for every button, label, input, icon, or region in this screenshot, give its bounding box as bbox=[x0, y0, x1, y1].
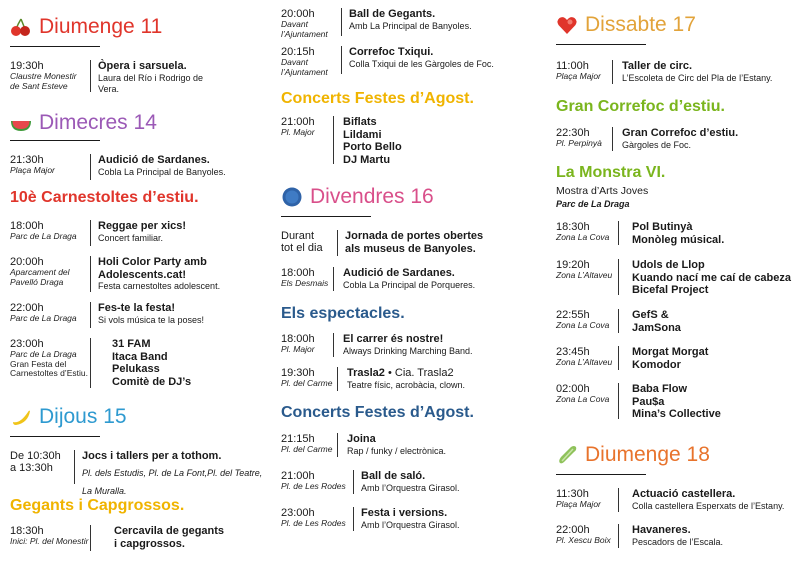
divider bbox=[90, 256, 91, 292]
event-title: Joina bbox=[347, 433, 376, 445]
divider bbox=[90, 60, 91, 92]
banana-icon bbox=[10, 406, 32, 428]
divider bbox=[556, 44, 646, 45]
event-title-line2: Monòleg músical. bbox=[632, 233, 725, 246]
event-title: El carrer és nostre! bbox=[343, 333, 444, 345]
event-ball-gegants bbox=[281, 8, 546, 38]
event-place: Aparcament del Pavelló Draga bbox=[10, 267, 70, 287]
event-sardanes bbox=[10, 154, 265, 180]
event-subtitle: Amb l’Orquestra Girasol. bbox=[361, 519, 460, 530]
event-title: Audició de Sardanes. bbox=[98, 154, 210, 166]
event-time: 18:30h bbox=[556, 221, 590, 233]
event-place: Zona L’Altaveu bbox=[556, 270, 613, 280]
event-sardanes-desmais bbox=[281, 267, 546, 293]
event-time: 18:00h bbox=[10, 220, 44, 232]
event-title-line2: i capgrossos. bbox=[114, 537, 185, 550]
strawberry-heart-icon bbox=[556, 14, 578, 36]
event-place: Pl. Perpinyà bbox=[556, 138, 602, 148]
divider bbox=[618, 488, 619, 512]
event-subtitle: L’Escoleta de Circ del Pla de l’Estany. bbox=[622, 72, 773, 83]
event-correfoc-txiqui bbox=[281, 46, 546, 76]
act-name: Pelukass bbox=[112, 363, 160, 375]
section-espectacles: Els espectacles. bbox=[281, 305, 405, 322]
divider bbox=[618, 309, 619, 333]
event-portes-obertes bbox=[281, 230, 546, 258]
event-place-line2: l’Ajuntament bbox=[281, 28, 328, 39]
divider bbox=[341, 8, 342, 36]
event-title: Correfoc Txiqui. bbox=[349, 46, 434, 58]
act-name: 31 FAM bbox=[112, 338, 151, 350]
divider bbox=[90, 154, 91, 180]
event-ball-salo bbox=[281, 470, 546, 496]
event-time: 20:00h bbox=[10, 256, 44, 268]
event-place: Pl. de Les Rodes bbox=[281, 481, 346, 491]
act-name: Kuando nací me caí de cabeza bbox=[632, 271, 791, 284]
event-subtitle: Cobla La Principal de Porqueres. bbox=[343, 279, 476, 290]
event-subtitle: Colla castellera Esperxats de l’Estany. bbox=[632, 500, 785, 511]
event-subtitle: Concert familiar. bbox=[98, 232, 164, 243]
section-carnestoltes: 10è Carnestoltes d’estiu. bbox=[10, 189, 199, 206]
divider bbox=[74, 450, 75, 484]
event-title: Taller de circ. bbox=[622, 60, 693, 72]
column-3 bbox=[556, 0, 796, 576]
event-title-line2: als museus de Banyoles. bbox=[345, 242, 476, 255]
column-2 bbox=[281, 0, 546, 576]
event-time: 11:30h bbox=[556, 488, 589, 500]
event-time: Durant bbox=[281, 230, 315, 242]
event-time: 18:30h bbox=[10, 525, 44, 537]
event-time: 23:45h bbox=[556, 346, 590, 358]
event-time: 02:00h bbox=[556, 383, 590, 395]
event-place: Zona La Cova bbox=[556, 232, 610, 242]
event-title: Actuació castellera. bbox=[632, 488, 736, 500]
event-place: Zona L’Altaveu bbox=[556, 357, 613, 367]
column-1 bbox=[10, 0, 265, 576]
event-place-line2: l’Ajuntament bbox=[281, 66, 328, 77]
event-festa-versions bbox=[281, 507, 546, 533]
event-concerts-pl-major bbox=[281, 116, 546, 166]
section-concerts-2: Concerts Festes d’Agost. bbox=[281, 404, 474, 421]
event-subtitle: Amb l’Orquestra Girasol. bbox=[361, 482, 460, 493]
act-name: Pau$a bbox=[632, 395, 665, 408]
event-time: 19:20h bbox=[556, 259, 590, 271]
event-title: Cercavila de gegants bbox=[114, 525, 225, 537]
act-name: Bicefal Project bbox=[632, 284, 709, 296]
act-name: Mina’s Collective bbox=[632, 408, 721, 420]
day-title: Diumenge 18 bbox=[585, 443, 710, 466]
event-place: Pl. del Carme bbox=[281, 444, 333, 454]
event-title: Pol Butinyà bbox=[632, 221, 693, 233]
event-time: 22:00h bbox=[10, 302, 44, 314]
act-name: Baba Flow bbox=[632, 383, 688, 395]
divider bbox=[337, 367, 338, 391]
event-cercavila bbox=[10, 525, 265, 553]
event-place: Zona La Cova bbox=[556, 394, 610, 404]
event-opera bbox=[10, 60, 265, 94]
act-name: Porto Bello bbox=[343, 141, 402, 153]
day-title: Dissabte 17 bbox=[585, 13, 696, 36]
event-place: Davant bbox=[281, 57, 308, 67]
event-havaneres bbox=[556, 524, 796, 550]
cucumber-icon bbox=[556, 444, 578, 466]
event-title: Jornada de portes obertes bbox=[345, 230, 484, 242]
act-name: JamSona bbox=[632, 321, 681, 334]
event-time: 20:00h bbox=[281, 8, 315, 20]
day-heading-dissabte-17 bbox=[556, 10, 696, 40]
event-time: 22:30h bbox=[556, 127, 590, 139]
event-subtitle: Pescadors de l’Escala. bbox=[632, 536, 724, 547]
event-trasla2 bbox=[281, 367, 546, 393]
divider bbox=[618, 259, 619, 295]
event-time-end: a 13:30h bbox=[10, 462, 53, 474]
section-la-monstra: La Monstra VI. bbox=[556, 164, 666, 181]
event-pol-butinya bbox=[556, 221, 796, 247]
divider bbox=[337, 230, 338, 256]
divider bbox=[353, 470, 354, 494]
event-company: • Cia. Trasla2 bbox=[384, 367, 454, 379]
divider bbox=[612, 60, 613, 84]
event-title: Audició de Sardanes. bbox=[343, 267, 455, 279]
event-holi bbox=[10, 256, 265, 292]
event-title: Reggae per xics! bbox=[98, 220, 187, 232]
event-subtitle: Always Drinking Marching Band. bbox=[343, 345, 473, 356]
event-place: Pl. de Les Rodes bbox=[281, 518, 346, 528]
act-name: GefS & bbox=[632, 309, 669, 321]
day-title: Dijous 15 bbox=[39, 405, 127, 428]
event-time: 22:55h bbox=[556, 309, 590, 321]
watermelon-icon bbox=[10, 112, 32, 134]
day-title: Diumenge 11 bbox=[39, 15, 163, 38]
event-place: Pl. Major bbox=[281, 127, 315, 137]
event-subtitle: Gàrgoles de Foc. bbox=[622, 139, 692, 150]
event-place: Pl. Major bbox=[281, 344, 315, 354]
event-time: 18:00h bbox=[281, 333, 315, 345]
act-name: Comitè de DJ’s bbox=[112, 375, 192, 388]
event-taller-circ bbox=[556, 60, 796, 86]
day-heading-divendres-16 bbox=[281, 182, 434, 212]
divider bbox=[333, 116, 334, 164]
day-heading-dimecres-14 bbox=[10, 108, 157, 138]
event-time: De 10:30h bbox=[10, 450, 61, 462]
event-title: Festa i versions. bbox=[361, 507, 448, 519]
event-subtitle: Laura del Río i Rodrigo de Vera. bbox=[98, 72, 204, 94]
day-title: Dimecres 14 bbox=[39, 111, 157, 134]
event-reggae bbox=[10, 220, 265, 246]
event-place: Davant bbox=[281, 19, 308, 29]
event-gran-correfoc bbox=[556, 127, 796, 153]
divider bbox=[612, 127, 613, 151]
section-gegants: Gegants i Capgrossos. bbox=[10, 497, 185, 514]
event-subtitle: Teatre físic, acrobàcia, clown. bbox=[347, 379, 466, 390]
act-name: Komodor bbox=[632, 358, 681, 371]
event-time: 21:00h bbox=[281, 470, 315, 482]
divider bbox=[341, 46, 342, 74]
divider bbox=[281, 216, 371, 217]
event-cova-0200 bbox=[556, 383, 796, 421]
event-time: 11:00h bbox=[556, 60, 589, 72]
event-title: Havaneres. bbox=[632, 524, 691, 536]
event-gran-festa bbox=[10, 338, 265, 390]
divider bbox=[618, 383, 619, 419]
event-title: Ball de saló. bbox=[361, 470, 426, 482]
blueberry-icon bbox=[281, 186, 303, 208]
divider bbox=[90, 302, 91, 328]
divider bbox=[90, 338, 91, 388]
act-name: DJ Martu bbox=[343, 153, 391, 166]
event-time: 21:30h bbox=[10, 154, 44, 166]
event-title: Holi Color Party amb bbox=[98, 256, 207, 268]
event-title-line2: Adolescents.cat! bbox=[98, 268, 187, 281]
event-title: Trasla2 bbox=[347, 367, 385, 379]
act-name: Lildami bbox=[343, 128, 382, 141]
event-time: 22:00h bbox=[556, 524, 590, 536]
event-place: Pl. dels Estudis, Pl. de La Font, bbox=[82, 467, 208, 478]
event-time: 23:00h bbox=[281, 507, 315, 519]
event-note: Gran Festa del Carnestoltes d’Estiu. bbox=[10, 358, 88, 378]
event-title: Ball de Gegants. bbox=[349, 8, 436, 20]
section-subtitle: Mostra d’Arts Joves bbox=[556, 185, 649, 197]
event-altaveu-1920 bbox=[556, 259, 796, 297]
event-place: Zona La Cova bbox=[556, 320, 610, 330]
event-subtitle: Festa carnestoltes adolescent. bbox=[98, 281, 221, 291]
day-heading-dijous-15 bbox=[10, 402, 127, 432]
divider bbox=[10, 140, 100, 141]
event-place: Plaça Major bbox=[10, 165, 55, 175]
event-place: Pl. del Carme bbox=[281, 378, 333, 388]
event-place: Plaça Major bbox=[556, 499, 601, 509]
section-concerts-1: Concerts Festes d’Agost. bbox=[281, 90, 474, 107]
divider bbox=[10, 436, 100, 437]
event-place: Parc de La Draga bbox=[10, 313, 77, 323]
event-fes-te-la-festa bbox=[10, 302, 265, 328]
event-time: 19:30h bbox=[281, 367, 315, 379]
day-title: Divendres 16 bbox=[310, 185, 434, 208]
cherries-icon bbox=[10, 16, 32, 38]
event-joina bbox=[281, 433, 546, 459]
act-name: Itaca Band bbox=[112, 350, 168, 363]
event-carrer-nostre bbox=[281, 333, 546, 359]
event-place: Claustre Monestir de Sant Esteve bbox=[10, 71, 77, 91]
event-time: 21:00h bbox=[281, 116, 315, 128]
divider bbox=[618, 346, 619, 370]
divider bbox=[353, 507, 354, 531]
section-place: Parc de La Draga bbox=[556, 199, 630, 209]
divider bbox=[618, 524, 619, 548]
divider bbox=[333, 333, 334, 357]
divider bbox=[337, 433, 338, 457]
act-name: Udols de Llop bbox=[632, 259, 705, 271]
section-gran-correfoc: Gran Correfoc d’estiu. bbox=[556, 98, 725, 115]
divider bbox=[618, 221, 619, 245]
event-cova-2255 bbox=[556, 309, 796, 335]
event-place: Parc de La Draga bbox=[10, 349, 77, 359]
event-subtitle: Si vols música te la poses! bbox=[98, 314, 205, 325]
event-title: Òpera i sarsuela. bbox=[98, 60, 187, 72]
event-subtitle: Colla Txiqui de les Gàrgoles de Foc. bbox=[349, 58, 494, 69]
event-place: Pl. Xescu Boix bbox=[556, 535, 611, 545]
divider bbox=[90, 220, 91, 246]
day-heading-diumenge-18 bbox=[556, 440, 710, 470]
event-title: Jocs i tallers per a tothom. bbox=[82, 450, 222, 462]
divider bbox=[10, 46, 100, 47]
event-place: Plaça Major bbox=[556, 71, 601, 81]
event-time: 21:15h bbox=[281, 433, 315, 445]
event-title: Fes-te la festa! bbox=[98, 302, 176, 314]
event-time: 20:15h bbox=[281, 46, 315, 58]
event-jocs-tallers bbox=[10, 450, 265, 496]
event-place: Inici: Pl. del Monestir bbox=[10, 536, 89, 546]
event-title: Gran Correfoc d’estiu. bbox=[622, 127, 739, 139]
event-place: Parc de La Draga bbox=[10, 231, 77, 241]
act-name: Morgat Morgat bbox=[632, 346, 709, 358]
act-name: Biflats bbox=[343, 116, 377, 128]
event-time: 18:00h bbox=[281, 267, 315, 279]
event-time: 19:30h bbox=[10, 60, 44, 72]
event-place: Els Desmais bbox=[281, 278, 329, 288]
event-castellera bbox=[556, 488, 796, 514]
event-subtitle: Cobla La Principal de Banyoles. bbox=[98, 166, 226, 177]
event-time: 23:00h bbox=[10, 338, 44, 350]
divider bbox=[556, 474, 646, 475]
divider bbox=[90, 525, 91, 551]
event-place-line2: Pl. del Teatre, La Muralla. bbox=[82, 467, 263, 496]
day-heading-diumenge-11 bbox=[10, 12, 162, 42]
event-subtitle: Amb La Principal de Banyoles. bbox=[349, 20, 472, 31]
event-subtitle: Rap / funky / electrònica. bbox=[347, 445, 447, 456]
event-time-line2: tot el dia bbox=[281, 242, 323, 254]
divider bbox=[333, 267, 334, 291]
event-altaveu-2345 bbox=[556, 346, 796, 372]
